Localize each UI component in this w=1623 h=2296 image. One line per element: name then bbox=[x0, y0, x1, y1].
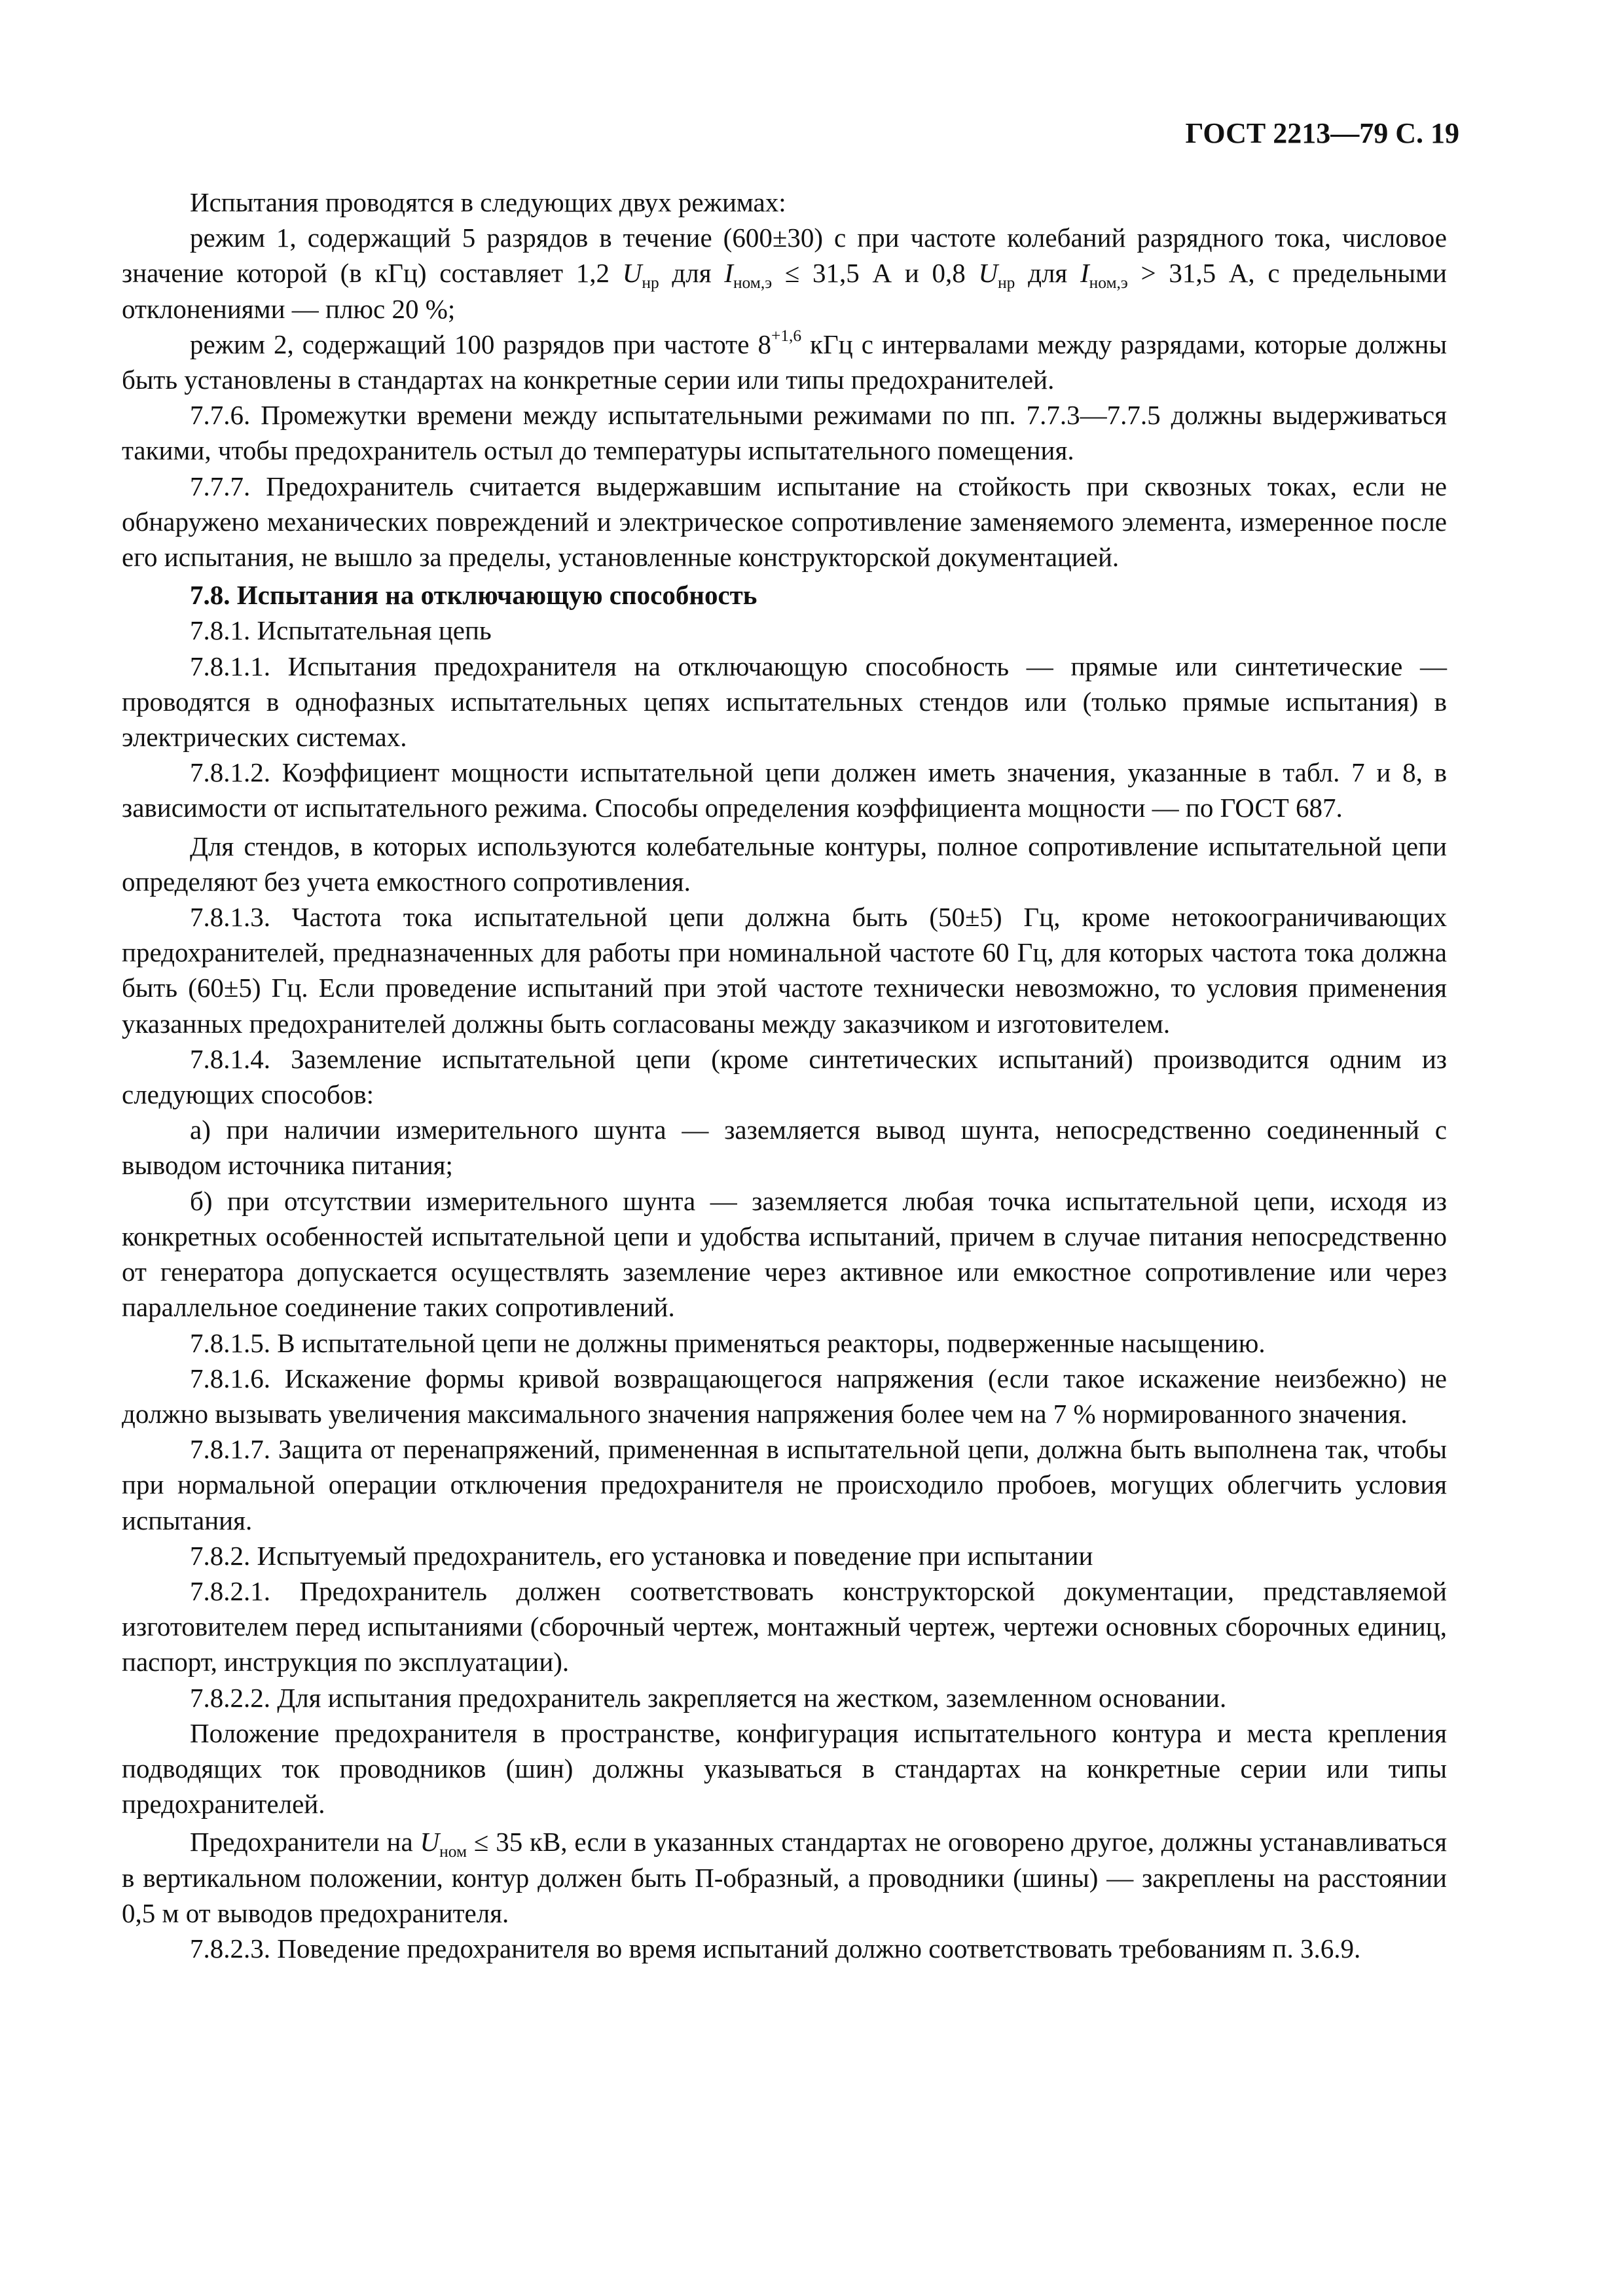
paragraph-7-7-7: 7.7.7. Предохранитель считается выдержавшим испытание на стойкость при сквозных токах, если не обнаружено механических повреждений и электрическое сопротивление заменяемого элемента, измеренное после его испытания, не вышло за пределы, установленные конструкторской документацией. bbox=[122, 471, 1447, 573]
paragraph-7-8-2: 7.8.2. Испытуемый предохранитель, его установка и поведение при испытании bbox=[190, 1540, 1093, 1571]
paragraph-7-8-1-2: 7.8.1.2. Коэффициент мощности испытательной цепи должен иметь значения, указанные в табл. 7 и 8, в зависимости от испытательного режима. Способы определения коэффициента мощности — по ГОСТ 687. bbox=[122, 757, 1447, 823]
paragraph-stands: Для стендов, в которых используются колебательные контуры, полное сопротивление испытательной цепи определяют без учета емкостного сопротивления. bbox=[122, 831, 1447, 897]
paragraph-7-7-6: 7.7.6. Промежутки времени между испытательными режимами по пп. 7.7.3—7.7.5 должны выдерживаться такими, чтобы предохранитель остыл до температуры испытательного помещения. bbox=[122, 400, 1447, 466]
section-heading-7-8: 7.8. Испытания на отключающую способность bbox=[190, 580, 757, 611]
paragraph-fuses-35kv: Предохранители на $U_{ном} \le 35$ кВ, если в указанных стандартах не оговорено другое, должны устанавливаться в вертикальном положении, контур должен быть П-образный, а проводники (шины) — закреплены на расстоянии 0,5 м от выводов предохранителя. bbox=[122, 1827, 1448, 1928]
paragraph-7-8-1: 7.8.1. Испытательная цепь bbox=[190, 615, 492, 646]
paragraph-7-8-1-4: 7.8.1.4. Заземление испытательной цепи (кроме синтетических испытаний) производится одним из следующих способов: bbox=[122, 1043, 1447, 1110]
paragraph-7-8-1-7: 7.8.1.7. Защита от перенапряжений, примененная в испытательной цепи, должна быть выполнена так, чтобы при нормальной операции отключения предохранителя не происходило пробоев, могущих облегчить условия испытания. bbox=[122, 1434, 1447, 1535]
paragraph-7-8-1-3: 7.8.1.3. Частота тока испытательной цепи должна быть (50±5) Гц, кроме нетокоограничивающих предохранителей, предназначенных для работы при номинальной частоте 60 Гц, для которых частота тока должна быть (60±5) Гц. Если проведение испытаний при этой частоте технически невозможно, то условия применения указанных предохранителей должны быть согласованы между заказчиком и изготовителем. bbox=[122, 902, 1447, 1039]
paragraph-fuse-position: Положение предохранителя в пространстве, конфигурация испытательного контура и места крепления подводящих ток проводников (шин) должны указываться в стандартах на конкретные серии или типы предохранителей. bbox=[122, 1717, 1447, 1820]
paragraph-7-8-1-1: 7.8.1.1. Испытания предохранителя на отключающую способность — прямые или синтетические — проводятся в однофазных испытательных цепях испытательных стендов или (только прямые испытания) в электрических системах. bbox=[122, 651, 1447, 753]
paragraph-7-8-2-1: 7.8.2.1. Предохранитель должен соответствовать конструкторской документации, представляемой изготовителем перед испытаниями (сборочный чертеж, монтажный чертеж, чертежи основных сборочных единиц, паспорт, инструкция по эксплуатации). bbox=[122, 1575, 1447, 1677]
paragraph-mode-2: режим 2, содержащий 100 разрядов при частоте $8^{+1,6}$ кГц с интервалами между разрядами, которые должны быть установлены в стандартах на конкретные серии или типы предохранителей. bbox=[122, 326, 1447, 395]
paragraph-7-8-2-3: 7.8.2.3. Поведение предохранителя во время испытаний должно соответствовать требованиям п. 3.6.9. bbox=[190, 1933, 1361, 1964]
paragraph-7-8-1-6: 7.8.1.6. Искажение формы кривой возвращающегося напряжения (если такое искажение неизбежно) не должно вызывать увеличения максимального значения напряжения более чем на 7 % нормированного значения. bbox=[122, 1363, 1447, 1429]
list-item-a: а) при наличии измерительного шунта — заземляется вывод шунта, непосредственно соединенный с выводом источника питания; bbox=[122, 1115, 1447, 1181]
paragraph-test-modes-intro: Испытания проводятся в следующих двух режимах: bbox=[190, 187, 786, 217]
paragraph-7-8-2-2: 7.8.2.2. Для испытания предохранитель закрепляется на жестком, заземленном основании. bbox=[190, 1682, 1227, 1713]
paragraph-mode-1: режим 1, содержащий 5 разрядов в течение (600±30) с при частоте колебаний разрядного тока, числовое значение которой (в кГц) составляет 1,2 $U_{нр}$ для $I_{ном,э} \le 31,5$ А и 0,8 $U_{нр}$ для $I_{ном,э} > 31,5$ А, с предельными отклонениями — плюс 20 %; bbox=[122, 223, 1447, 324]
list-item-b: б) при отсутствии измерительного шунта — заземляется любая точка испытательной цепи, исходя из конкретных особенностей испытательной цепи и удобства испытаний, причем в случае питания непосредственно от генератора допускается осуществлять заземление через активное или емкостное сопротивление или через параллельное соединение таких сопротивлений. bbox=[122, 1185, 1447, 1323]
document-body bbox=[122, 185, 1447, 1966]
running-header: ГОСТ 2213—79 С. 19 bbox=[1185, 117, 1459, 149]
paragraph-7-8-1-5: 7.8.1.5. В испытательной цепи не должны применяться реакторы, подверженные насыщению. bbox=[190, 1327, 1266, 1358]
